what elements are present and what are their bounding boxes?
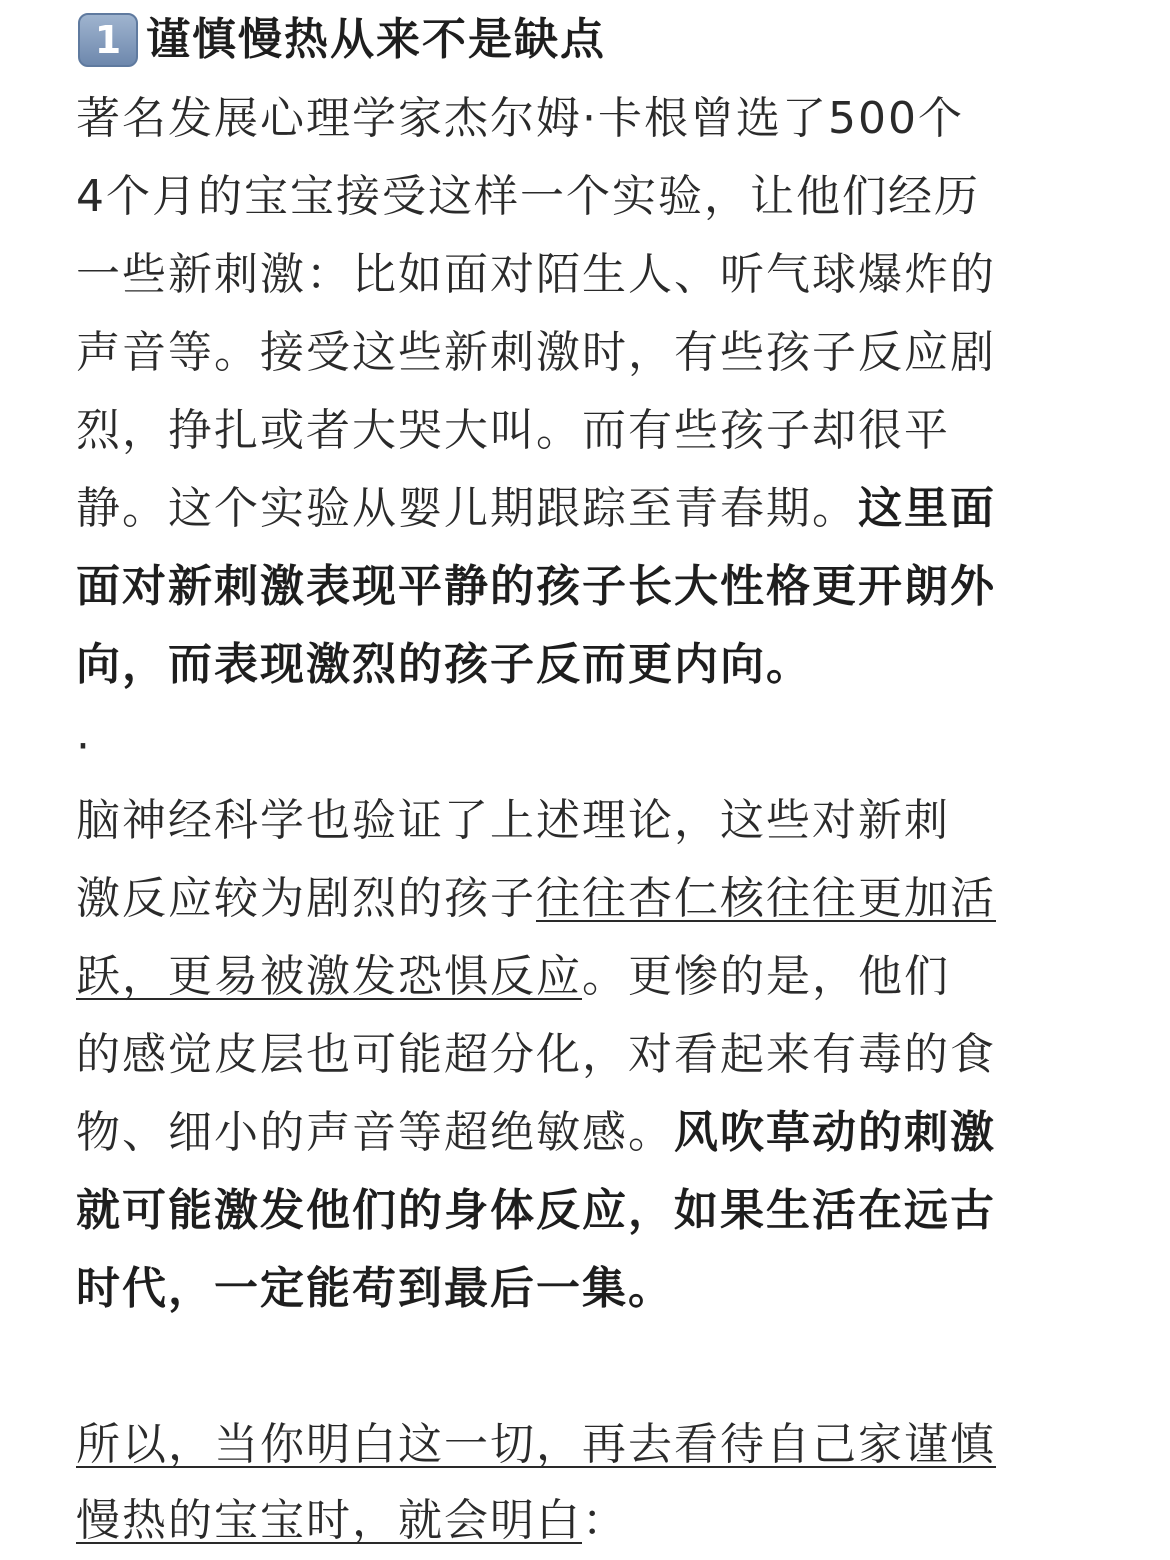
- paragraph-2-bold-line-6: 就可能激发他们的身体反应，如果生活在远古: [76, 1185, 996, 1236]
- paragraph-2-underlined-start: 往往杏仁核往往更加活: [536, 873, 996, 924]
- paragraph-2-line-5: [76, 1094, 1116, 1172]
- paragraph-2-line-3-text: 。更惨的是，他们: [582, 951, 950, 1002]
- paragraph-1-line-1: 著名发展心理学家杰尔姆·卡根曾选了500个: [76, 93, 964, 144]
- paragraph-3-line-2: [76, 1482, 1116, 1560]
- paragraph-2-line-5-text: 物、细小的声音等超绝敏感。: [76, 1107, 674, 1158]
- paragraph-1-bold-line-7: 面对新刺激表现平静的孩子长大性格更开朗外: [76, 561, 996, 612]
- paragraph-2-underlined-end: 跃，更易被激发恐惧反应: [76, 951, 582, 1002]
- paragraph-3-underlined-line-2: 慢热的宝宝时，就会明白: [76, 1495, 582, 1546]
- section-heading: 谨慎慢热从来不是缺点: [146, 14, 606, 65]
- paragraph-2-line-3: [76, 938, 1116, 1016]
- paragraph-1-line-6-text: 静。这个实验从婴儿期跟踪至青春期。: [76, 483, 858, 534]
- paragraph-2-line-4: 的感觉皮层也可能超分化，对看起来有毒的食: [76, 1029, 996, 1080]
- paragraph-1-bold-line-8: 向，而表现激烈的孩子反而更内向。: [76, 639, 812, 690]
- paragraph-3-colon: ：: [582, 1495, 628, 1546]
- paragraph-2-line-1: 脑神经科学也验证了上述理论，这些对新刺: [76, 795, 950, 846]
- paragraph-3-underlined-line-1: 所以，当你明白这一切，再去看待自己家谨慎: [76, 1419, 996, 1470]
- paragraph-1-line-3: 一些新刺激：比如面对陌生人、听气球爆炸的: [76, 249, 996, 300]
- paragraph-1-line-5: 烈，挣扎或者大哭大叫。而有些孩子却很平: [76, 405, 950, 456]
- paragraph-1-bold-start: 这里面: [858, 483, 996, 534]
- paragraph-2-line-2-text: 激反应较为剧烈的孩子: [76, 873, 536, 924]
- keycap-number-one-icon: 1: [78, 13, 138, 67]
- paragraph-2-line-2: [76, 860, 1116, 938]
- paragraph-2-bold-line-7: 时代，一定能苟到最后一集。: [76, 1263, 674, 1314]
- separator-dot: ·: [76, 721, 92, 772]
- paragraph-3-line-1: [76, 1406, 1116, 1484]
- paragraph-1-line-6: [76, 470, 1116, 548]
- paragraph-1-line-4: 声音等。接受这些新刺激时，有些孩子反应剧: [76, 327, 996, 378]
- paragraph-2-bold-start: 风吹草动的刺激: [674, 1107, 996, 1158]
- paragraph-1-line-2: 4个月的宝宝接受这样一个实验，让他们经历: [76, 171, 980, 222]
